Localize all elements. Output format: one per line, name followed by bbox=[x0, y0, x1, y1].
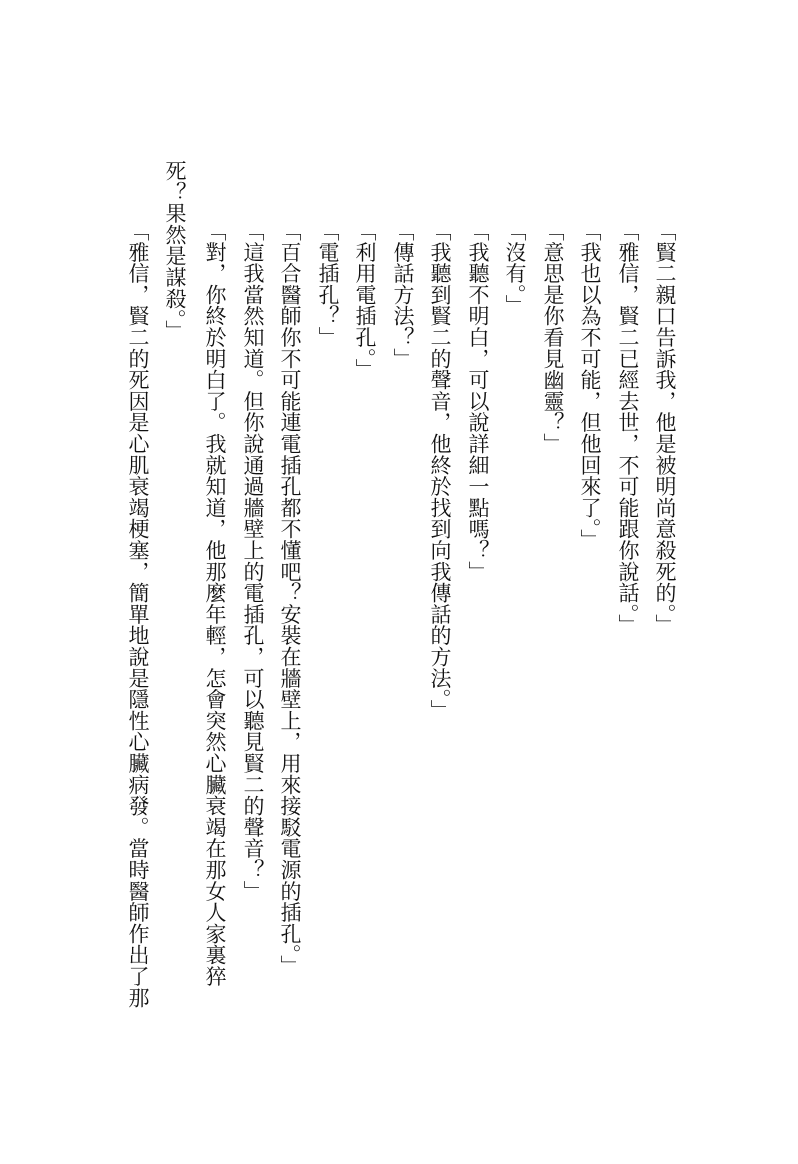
text-column: 「電插孔？」 bbox=[316, 220, 340, 348]
text-column: 「賢二親口告訴我，他是被明尚意殺死的。」 bbox=[653, 220, 677, 636]
text-column: 「雅信，賢二已經去世，不可能跟你說話。」 bbox=[616, 220, 640, 636]
text-column: 「我聽不明白，可以說詳細一點嗎？」 bbox=[466, 220, 490, 583]
text-column: 「我也以為不可能，但他回來了。」 bbox=[578, 220, 602, 551]
text-column: 「我聽到賢二的聲音，他終於找到向我傳話的方法。」 bbox=[428, 220, 452, 721]
text-column: 「意思是你看見幽靈？」 bbox=[541, 220, 565, 455]
text-column: 死？果然是謀殺。」 bbox=[163, 160, 187, 342]
text-column: 「百合醫師你不可能連電插孔都不懂吧？安裝在牆壁上，用來接駁電源的插孔。」 bbox=[278, 220, 302, 977]
text-column: 「對，你終於明白了。我就知道，他那麼年輕，怎會突然心臟衰竭在那女人家裏猝 bbox=[203, 220, 227, 987]
text-column: 「雅信，賢二的死因是心肌衰竭梗塞，簡單地說是隱性心臟病發。當時醫師作出了那 bbox=[126, 220, 150, 1009]
text-column: 「沒有。」 bbox=[503, 220, 527, 316]
text-column: 「利用電插孔。」 bbox=[353, 220, 377, 380]
text-column: 「傳話方法？」 bbox=[391, 220, 415, 370]
text-column: 「這我當然知道。但你說通過牆壁上的電插孔，可以聽見賢二的聲音？」 bbox=[241, 220, 265, 902]
